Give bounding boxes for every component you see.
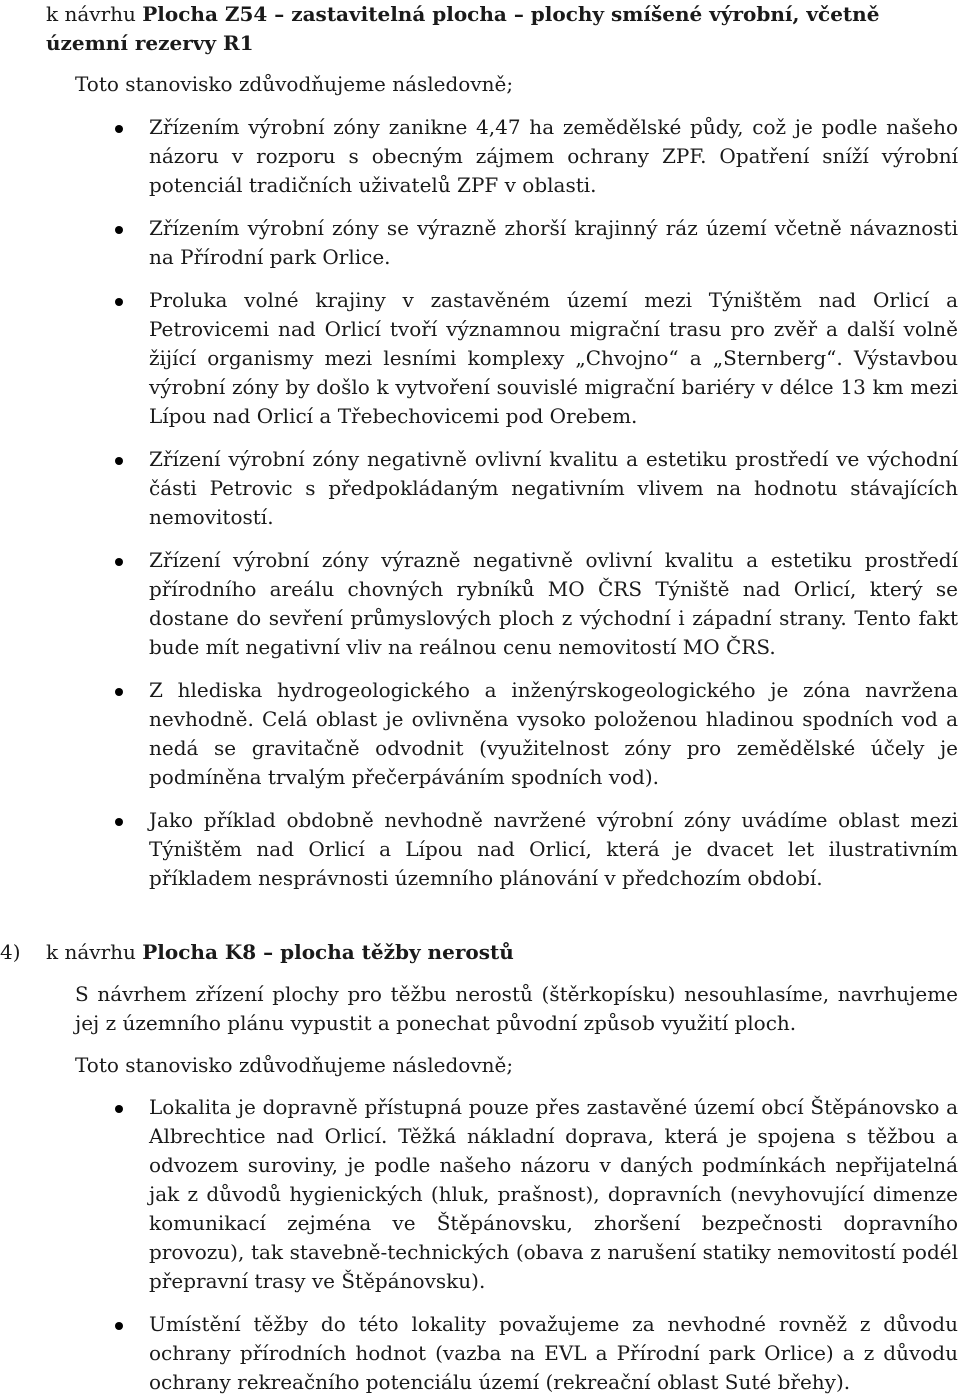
bullet-icon [115, 457, 123, 465]
section-3-number [0, 0, 46, 29]
section-3-title-cont: územní rezervy R1 [46, 31, 254, 55]
bullet-icon [115, 226, 123, 234]
list-item-text: Zřízení výrobní zóny výrazně negativně ovlivní kvalitu a estetiku prostředí přírodního areálu chovných rybníků MO ČRS Týniště nad Orlicí, který se dostane do sevření průmyslových ploch z východní i západní strany. Tento fakt bude mít negativní vliv na reálnou cenu nemovitostí MO ČRS. [149, 548, 958, 659]
list-item [0, 214, 958, 272]
bullet-icon [115, 688, 123, 696]
list-item [0, 806, 958, 893]
list-item-text: Zřízením výrobní zóny zanikne 4,47 ha zemědělské půdy, což je podle našeho názoru v rozporu s obecným zájmem ochrany ZPF. Opatření sníží výrobní potenciál tradičních uživatelů ZPF v oblasti. [149, 115, 958, 197]
section-4-prefix: k návrhu [46, 940, 143, 964]
list-item-text: Umístění těžby do této lokality považujeme za nevhodné rovněž z důvodu ochrany přírodních hodnot (vazba na EVL a Přírodní park Orlice) a z důvodu ochrany rekreačního potenciálu území (rekreační oblast Suté břehy). [149, 1312, 958, 1394]
section-4-number: 4) [0, 940, 21, 964]
bullet-icon [115, 818, 123, 826]
bullet-icon [115, 1322, 123, 1330]
section-3-title: Plocha Z54 – zastavitelná plocha – plochy smíšené výrobní, včetně [142, 2, 880, 26]
list-item-text: Zřízení výrobní zóny negativně ovlivní kvalitu a estetiku prostředí ve východní části Petrovic s předpokládaným negativním vlivem na hodnotu stávajících nemovitostí. [149, 447, 958, 529]
list-item [0, 445, 958, 532]
list-item-text: Lokalita je dopravně přístupná pouze přes zastavěné území obcí Štěpánovsko a Albrechtice nad Orlicí. Těžká nákladní doprava, která je spojena s těžbou a odvozem suroviny, je podle našeho názoru v daných podmínkách nepřijatelná jak z důvodů hygienických (hluk, prašnost), dopravních (nevyhovující dimenze komunikací zejména ve Štěpánovsku, zhoršení bezpečnosti dopravního provozu), tak stavebně-technických (obava z narušení statiky nemovitostí podél přepravní trasy ve Štěpánovsku). [149, 1095, 958, 1293]
section-4-heading [0, 938, 958, 967]
list-item [0, 286, 958, 431]
list-item [0, 113, 958, 200]
section-3-intro: Toto stanovisko zdůvodňujeme následovně; [75, 72, 514, 96]
section-3-prefix: k návrhu [46, 2, 143, 26]
list-item-text: Jako příklad obdobně nevhodně navržené výrobní zóny uvádíme oblast mezi Týništěm nad Orlicí a Lípou nad Orlicí, která je dvacet let ilustrativním příkladem nesprávnosti územního plánování v předchozím období. [149, 808, 958, 890]
list-item [0, 546, 958, 662]
bullet-icon [115, 558, 123, 566]
list-item [0, 676, 958, 792]
bullet-icon [115, 1105, 123, 1113]
list-item [0, 1093, 958, 1296]
section-4-intro: Toto stanovisko zdůvodňujeme následovně; [75, 1053, 514, 1077]
bullet-icon [115, 125, 123, 133]
section-4-statement: S návrhem zřízení plochy pro těžbu nerostů (štěrkopísku) nesouhlasíme, navrhujeme jej z územního plánu vypustit a ponechat původní způsob využití ploch. [75, 982, 958, 1035]
section-4-title: Plocha K8 – plocha těžby nerostů [142, 940, 514, 964]
list-item-text: Zřízením výrobní zóny se výrazně zhorší krajinný ráz území včetně návaznosti na Přírodní park Orlice. [149, 216, 958, 269]
section-3-heading [0, 0, 958, 58]
list-item [0, 1310, 958, 1397]
bullet-icon [115, 298, 123, 306]
section-3-reasons-list [0, 113, 958, 893]
list-item-text: Proluka volné krajiny v zastavěném území mezi Týništěm nad Orlicí a Petrovicemi nad Orlicí tvoří významnou migrační trasu pro zvěř a další volně žijící organismy mezi lesními komplexy „Chvojno“ a „Sternberg“. Výstavbou výrobní zóny by došlo k vytvoření souvislé migrační bariéry v délce 13 km mezi Lípou nad Orlicí a Třebechovicemi pod Orebem. [149, 288, 958, 428]
section-4-reasons-list [0, 1093, 958, 1397]
list-item-text: Z hlediska hydrogeologického a inženýrskogeologického je zóna navržena nevhodně. Celá oblast je ovlivněna vysoko položenou hladinou spodních vod a nedá se gravitačně odvodnit (využitelnost zóny pro zemědělské účely je podmíněna trvalým přečerpáváním spodních vod). [149, 678, 958, 789]
